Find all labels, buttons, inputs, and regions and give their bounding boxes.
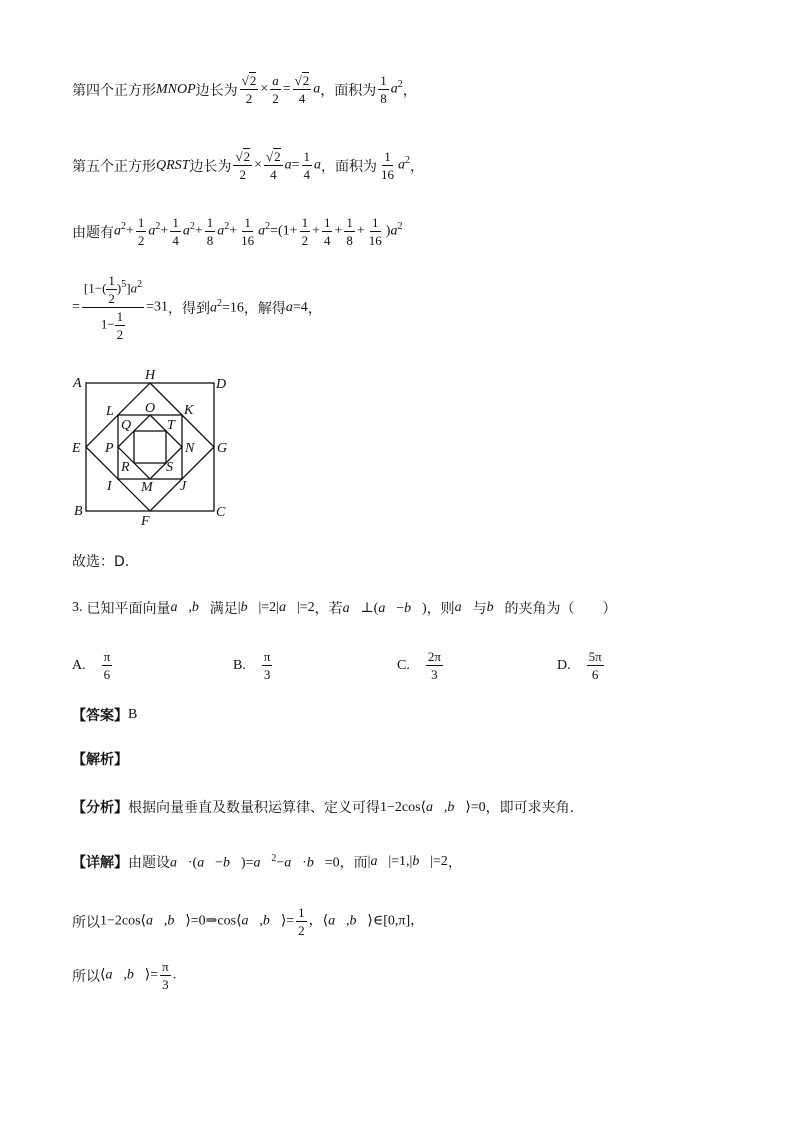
question-vectors: a⃗,b⃗ [170,600,210,615]
label-s: S [166,460,173,475]
nested-squares-figure [70,368,240,528]
question-a: a⃗ [454,600,473,615]
square-qrst [134,431,166,463]
so2-tag: 所以 [72,968,100,985]
option-d-num: 5π [588,649,602,664]
answer-line [72,705,137,725]
l3-prefix: 由题有 [72,224,114,241]
l2-name: QRST [156,157,190,173]
label-f: F [141,514,150,528]
label-k: K [184,403,194,418]
fenxi-tag: 【分析】 [72,800,128,816]
l4-mid2: ，解得 [243,300,286,317]
option-d[interactable] [557,648,606,683]
so1-tag: 所以 [72,914,100,931]
l1-name: MNOP [156,81,196,97]
option-c-label: C. [397,657,410,673]
l4-a: a=4 [285,299,308,315]
option-c-num: 2π [427,649,441,664]
label-r: R [121,460,130,475]
l4-end: ， [307,300,322,317]
option-b-den: 3 [263,667,271,682]
l1-prefix: 第四个正方形 [72,82,156,99]
question-3 [72,598,616,618]
option-b[interactable] [233,648,274,683]
label-i: I [107,479,112,494]
detail-end: ， [447,855,462,871]
l2-formula: $\frac{√2}{2}$ × $\frac{√2}{4}$ a= $\frac{1}{4}$ a [235,149,322,182]
option-b-label: B. [233,657,246,673]
option-c-den: 3 [431,667,438,682]
l4-mid1: ，得到 [168,300,210,317]
l2-end: ， [410,158,425,175]
label-t: T [167,418,175,433]
so2-formula: ⟨a⃗,b⃗⟩= $\frac{\pi}{3}$ . [100,959,177,992]
label-a: A [73,376,82,391]
question-condition: |b⃗|=2|a⃗|=2 [237,600,315,615]
l4-a2: $a^2=16$ [210,298,244,316]
fenxi-line [72,797,574,817]
line-fourth-square [72,72,417,107]
so2-line [72,958,176,993]
question-text-c: ，若 [314,601,343,617]
label-b: B [74,504,83,519]
fenxi-text-b: ，即可求夹角. [485,800,575,816]
label-h: H [145,368,156,383]
line-sum-result [72,272,322,343]
label-j: J [180,479,187,494]
label-q: Q [121,418,132,433]
detail-tag: 【详解】 [72,855,128,871]
l2-area: ，面积为 [321,158,378,175]
label-l: L [106,404,114,419]
question-b: b⃗ [486,600,505,615]
line-fifth-square [72,148,424,183]
l3-formula: $a^2+$ $\frac{1}{2}$ $a^2+$ $\frac{1}{4}$ $a^2+$ $\frac{1}{8}$ $a^2+$ $\frac{1}{16}$ $a^2=(1+$ $\frac{1}{2}$ + $\frac{1}{4}$ + $\frac{1}{8}$ + $\frac{1}{16}$ )$a^2$ [114,215,403,248]
l4-formula: = [1−( $\frac{1}{2}$ )$^5]a^2$ 1− $\frac{1}{2}$ =31 [72,273,168,342]
option-d-label: D. [557,657,571,673]
so1-line [72,904,424,939]
question-perp: a⃗⊥(a⃗−b⃗) [342,600,427,616]
option-d-den: 6 [591,667,599,682]
option-c[interactable] [397,648,445,683]
label-e: E [72,441,81,456]
fenxi-text-a: 根据向量垂直及数量积运算律、定义可得 [128,800,380,816]
l1-end: ， [402,82,417,99]
label-g: G [217,441,228,456]
so1-formula: 1−2cos⟨a⃗,b⃗⟩=0⇒cos⟨a⃗,b⃗⟩= $\frac{1}{2}$ ，⟨a⃗,b⃗⟩∈[0,π]， [100,905,425,938]
l1-area-value: $\frac{1}{8}$ $a^2$ [380,73,403,106]
option-b-num: π [263,649,271,664]
detail-norms: |a⃗|=1,|b⃗|=2 [367,854,448,869]
answer-value: B [128,707,138,722]
l2-mid: 边长为 [189,158,232,175]
question-number: 3. [72,600,83,615]
question-text-a: 已知平面向量 [86,601,171,617]
label-d: D [216,377,227,392]
option-a[interactable] [72,648,114,683]
label-m: M [141,480,153,495]
option-a-num: π [103,649,111,664]
answer-choice: 故选：D. [72,554,130,570]
question-text-d: ，则 [426,601,455,617]
label-p: P [105,441,114,456]
fenxi-formula: 1−2cos⟨a⃗,b⃗⟩=0 [380,799,486,815]
question-text-b: 满足 [209,601,238,617]
label-n: N [185,441,195,456]
l2-area-value: $\frac{1}{16}$ $a^2$ [381,149,411,182]
detail-line [72,852,462,872]
question-text-f: 的夹角为（ ） [504,601,617,617]
line-equation [72,214,402,249]
l1-area: ，面积为 [320,82,377,99]
label-c: C [216,505,226,520]
option-a-label: A. [72,657,86,673]
answer-tag: 【答案】 [72,708,128,724]
l1-mid: 边长为 [195,82,238,99]
detail-text-a: 由题设 [128,855,170,871]
l2-prefix: 第五个正方形 [72,158,156,175]
detail-text-b: ，而 [339,855,368,871]
label-o: O [145,401,156,416]
detail-formula: a⃗·(a⃗−b⃗)=a⃗$^2$−a⃗·b⃗=0 [170,852,340,871]
question-text-e: 与 [472,601,487,617]
l1-formula: $\frac{√2}{2}$ × $\frac{a}{2}$ = $\frac{√2}{4}$ a [241,73,321,106]
option-a-den: 6 [103,667,111,682]
analysis-tag: 【解析】 [72,752,128,768]
